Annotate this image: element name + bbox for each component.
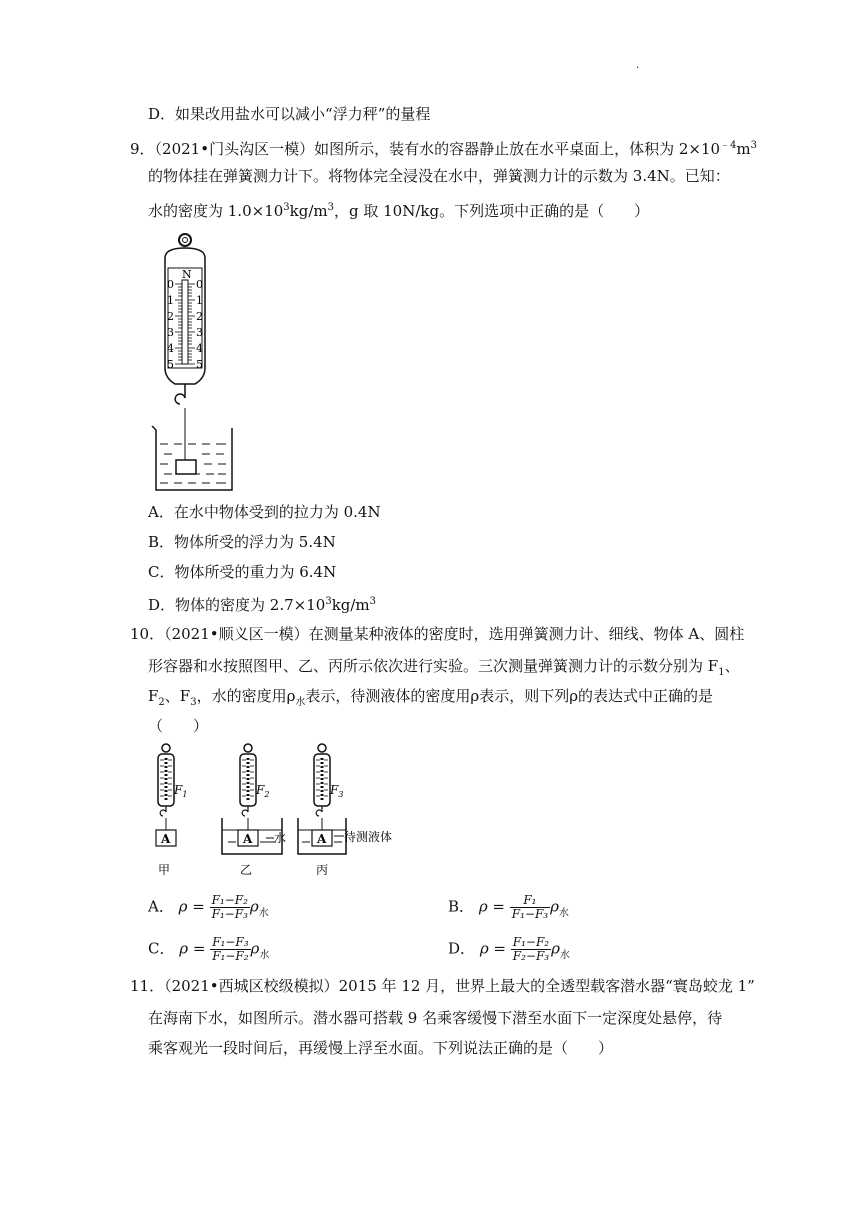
q10-stem-line3: $F_2$、$F_3$，水的密度用$\rho_水$表示，待测液体的密度用ρ表示，则下列ρ的表达式中正确的是	[148, 687, 714, 708]
q11-stem-line1: 11．（2021•西城区校级模拟）2015 年 12 月，世界上最大的全透型载客潜水器“寰岛蛟龙 1”	[130, 977, 755, 995]
force-label-f3: $F_3$	[330, 783, 344, 799]
q9-option-d: D．物体的密度为 $2.7\times 10^3kg/m^3$	[148, 596, 377, 614]
q10-option-a: A． ρ = $\frac{\text{F₁−F₂}}{\text{F₁−F₃}}$ $\rho_水$	[148, 893, 269, 921]
svg-text:A: A	[317, 832, 327, 846]
svg-text:4: 4	[167, 342, 174, 355]
q10-option-b: B． ρ = $\frac{\text{F₁}}{\text{F₁−F₃}}$ $\rho_水$	[448, 893, 569, 921]
caption-jia: 甲	[158, 863, 171, 877]
q9-option-a: A．在水中物体受到的拉力为 0.4N	[148, 503, 381, 521]
force-label-f2: $F_2$	[256, 783, 270, 799]
svg-text:A: A	[161, 832, 171, 846]
svg-text:2: 2	[167, 310, 174, 323]
q10-stem-line1: 10．（2021•顺义区一模）在测量某种液体的密度时，选用弹簧测力计、细线、物体 A、圆柱	[130, 625, 745, 643]
svg-text:3: 3	[167, 326, 174, 339]
liquid-label: 待测液体	[344, 830, 393, 844]
q10-stem-line4: （ ）	[148, 717, 209, 735]
q9-stem-line2: 的物体挂在弹簧测力计下。将物体完全浸没在水中，弹簧测力计的示数为 3.4N。已知：	[148, 167, 730, 185]
q8-option-d: D．如果改用盐水可以减小“浮力秤”的量程	[148, 105, 431, 123]
q9-spring-scale-figure	[148, 228, 238, 496]
svg-text:0: 0	[167, 278, 174, 291]
q11-stem-line2: 在海南下水，如图所示。潜水器可搭载 9 名乘客缓慢下潜至水面下一定深度处悬停，待	[148, 1009, 723, 1027]
svg-text:5: 5	[167, 358, 174, 371]
q10-option-c: C． ρ = $\frac{\text{F₁−F₃}}{\text{F₁−F₂}}$ $\rho_水$	[148, 935, 270, 963]
svg-text:5: 5	[196, 358, 203, 371]
q9-stem-line1: 9．（2021•门头沟区一模）如图所示，装有水的容器静止放在水平桌面上，体积为 $2\times 10^{﹣4}m^3$	[130, 140, 758, 158]
svg-text:1: 1	[167, 294, 174, 307]
water-label: 水	[274, 831, 287, 845]
scale-bing	[298, 744, 392, 877]
caption-yi: 乙	[240, 863, 253, 877]
scale-yi	[222, 744, 286, 877]
q10-experiment-figure	[148, 742, 418, 882]
q9-unit-label: N	[182, 268, 192, 281]
svg-text:0: 0	[196, 278, 203, 291]
svg-text:1: 1	[196, 294, 203, 307]
q10-option-d: D． ρ = $\frac{\text{F₁−F₂}}{\text{F₂−F₃}}$ $\rho_水$	[448, 935, 570, 963]
svg-text:3: 3	[196, 326, 203, 339]
q9-option-b: B．物体所受的浮力为 5.4N	[148, 533, 336, 551]
q9-option-c: C．物体所受的重力为 6.4N	[148, 563, 337, 581]
svg-text:A: A	[243, 832, 253, 846]
q9-stem-line3: 水的密度为 $1.0\times 10^3kg/m^3$，g 取 10N/kg。下列选项中正确的是（ ）	[148, 202, 650, 220]
q10-stem-line2: 形容器和水按照图甲、乙、丙所示依次进行实验。三次测量弹簧测力计的示数分别为 $F_1$、	[148, 657, 740, 678]
scale-jia	[156, 744, 187, 877]
svg-text:2: 2	[196, 310, 203, 323]
caption-bing: 丙	[316, 863, 329, 877]
top-mark: .	[636, 60, 640, 71]
force-label-f1: $F_1$	[174, 783, 188, 799]
svg-text:4: 4	[196, 342, 203, 355]
q11-stem-line3: 乘客观光一段时间后，再缓慢上浮至水面。下列说法正确的是（ ）	[148, 1039, 614, 1057]
